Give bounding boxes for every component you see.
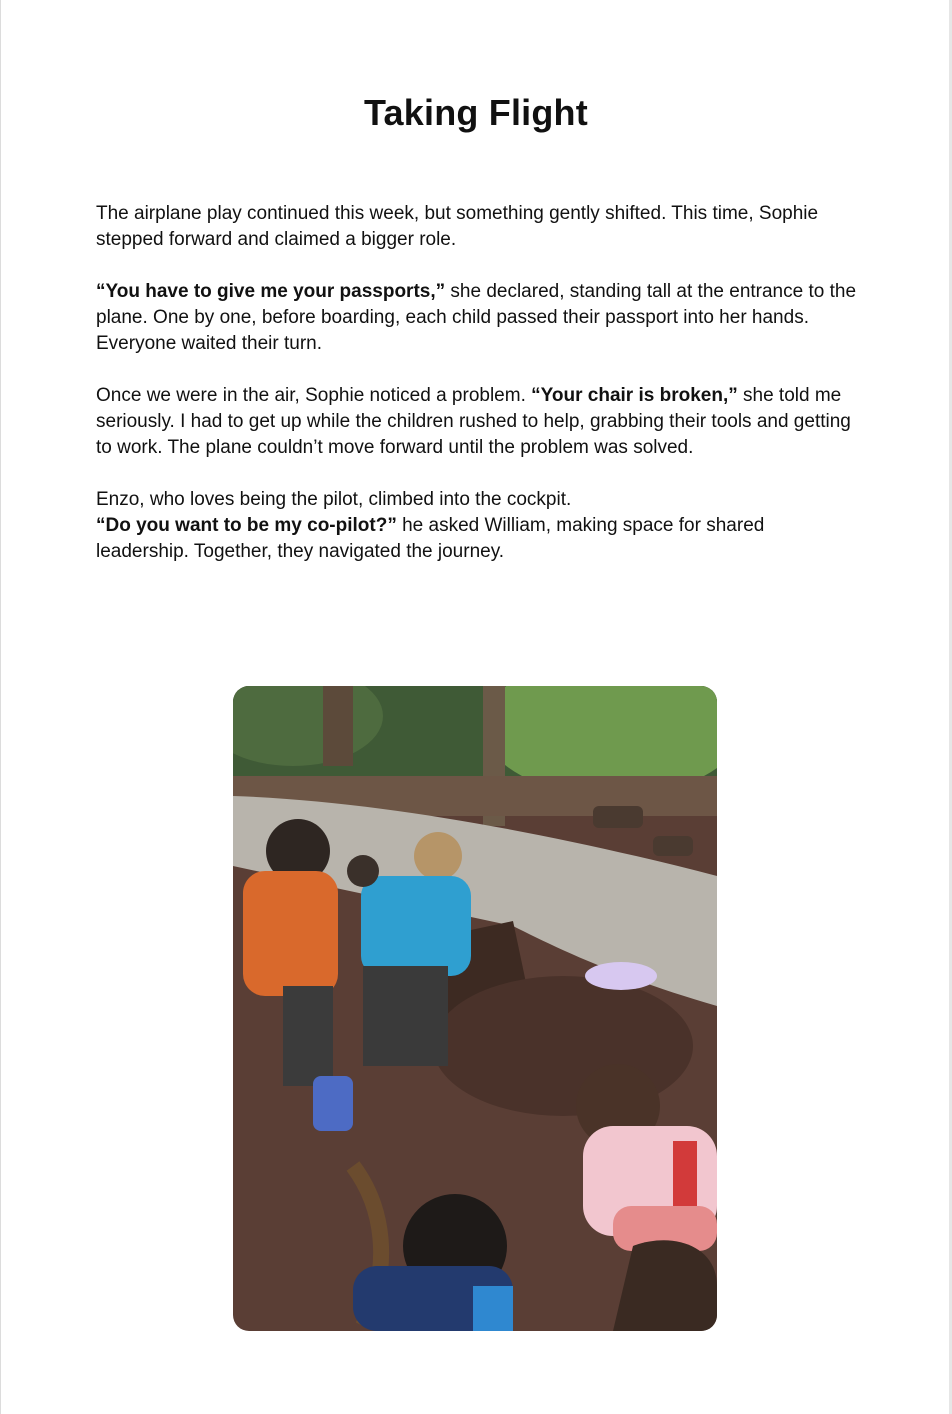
paragraph-4-line1: Enzo, who loves being the pilot, climbed into the cockpit. [96,489,572,510]
paragraph-1 [96,201,856,253]
rain-pants [363,966,448,1066]
pants [283,986,333,1086]
children-forest-photo [233,686,717,1331]
story-body [96,201,856,591]
passport-quote: “You have to give me your passports,” [96,281,446,302]
paragraph-3-lead: Once we were in the air, Sophie noticed a problem. [96,385,532,406]
paragraph-2 [96,279,856,357]
purple-cloth [585,962,657,990]
page-edge-left [0,0,1,1414]
paragraph-3 [96,383,856,461]
tree-trunk-left [323,686,353,766]
child-head [414,832,462,880]
photo-illustration [233,686,717,1331]
co-pilot-quote: “Do you want to be my co-pilot?” [96,515,397,536]
log [593,806,643,828]
paragraph-2-text: she declared, standing tall at the entrance to the plane. One by one, before boarding, each child passed their passport into her hands. Everyone waited their turn. [96,281,857,354]
blue-boots [313,1076,353,1131]
paragraph-4 [96,487,856,565]
child-head-small [347,855,379,887]
paragraph-1-text: The airplane play continued this week, but something gently shifted. This time, Sophie stepped forward and claimed a bigger role. [96,203,819,250]
broken-chair-quote: “Your chair is broken,” [531,385,738,406]
paragraph-4-text: he asked William, making space for shared leadership. Together, they navigated the journey. [96,515,765,562]
jacket-sleeve [473,1286,513,1331]
blue-jacket [361,876,471,976]
orange-jacket [243,871,338,996]
log [653,836,693,856]
page-title: Taking Flight [364,92,588,133]
paragraph-3-text: she told me seriously. I had to get up while the children rushed to help, grabbing their tools and getting to work. The plane couldn’t move forward until the problem was solved. [96,385,851,458]
red-strap [673,1141,697,1211]
